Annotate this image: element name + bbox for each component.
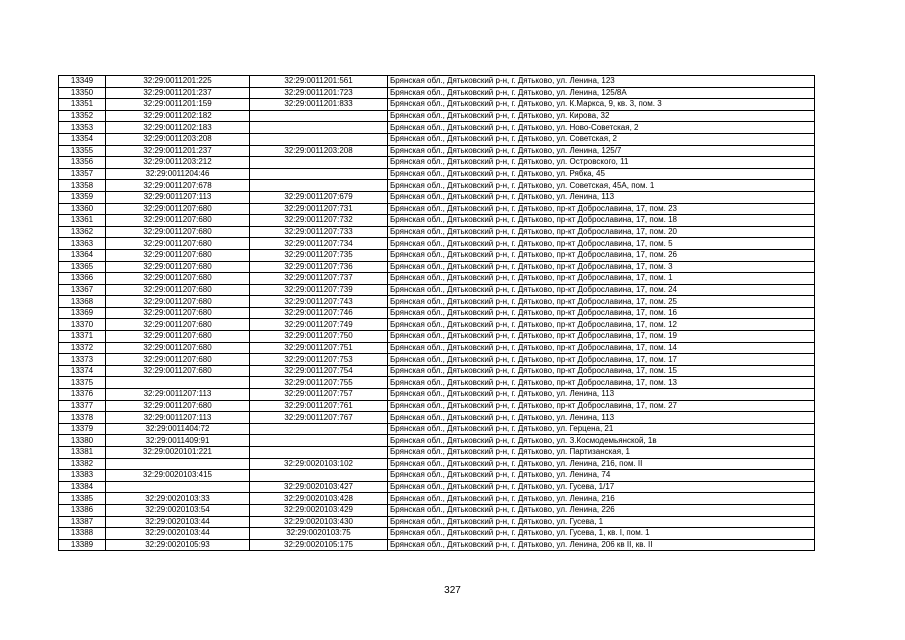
row-number-cell: 13368 (59, 296, 106, 308)
object-number-cell: 32:29:0011207:757 (250, 389, 388, 401)
row-number-cell: 13358 (59, 180, 106, 192)
parcel-number-cell: 32:29:0020103:415 (106, 470, 250, 482)
object-number-cell: 32:29:0011207:751 (250, 342, 388, 354)
address-cell: Брянская обл., Дятьковский р-н, г. Дятьково, ул. Ленина, 74 (388, 470, 815, 482)
table-row (59, 133, 815, 145)
address-cell: Брянская обл., Дятьковский р-н, г. Дятьково, пр-кт Доброславина, 17, пом. 1 (388, 273, 815, 285)
table-row (59, 99, 815, 111)
address-cell: Брянская обл., Дятьковский р-н, г. Дятьково, пр-кт Доброславина, 17, пом. 25 (388, 296, 815, 308)
parcel-number-cell: 32:29:0020101:221 (106, 447, 250, 459)
object-number-cell: 32:29:0020103:429 (250, 504, 388, 516)
row-number-cell: 13369 (59, 307, 106, 319)
parcel-number-cell: 32:29:0011201:237 (106, 145, 250, 157)
address-cell: Брянская обл., Дятьковский р-н, г. Дятьково, ул. Гусева, 1, кв. I, пом. 1 (388, 528, 815, 540)
address-cell: Брянская обл., Дятьковский р-н, г. Дятьково, ул. Ленина, 125/8А (388, 87, 815, 99)
row-number-cell: 13357 (59, 168, 106, 180)
row-number-cell: 13370 (59, 319, 106, 331)
object-number-cell (250, 122, 388, 134)
table-row (59, 365, 815, 377)
parcel-number-cell: 32:29:0011207:680 (106, 261, 250, 273)
object-number-cell: 32:29:0020103:430 (250, 516, 388, 528)
object-number-cell (250, 157, 388, 169)
address-cell: Брянская обл., Дятьковский р-н, г. Дятьково, пр-кт Доброславина, 17, пом. 3 (388, 261, 815, 273)
row-number-cell: 13379 (59, 423, 106, 435)
row-number-cell: 13361 (59, 215, 106, 227)
object-number-cell (250, 168, 388, 180)
row-number-cell: 13386 (59, 504, 106, 516)
row-number-cell: 13354 (59, 133, 106, 145)
row-number-cell: 13388 (59, 528, 106, 540)
object-number-cell: 32:29:0011207:753 (250, 354, 388, 366)
address-cell: Брянская обл., Дятьковский р-н, г. Дятьково, пр-кт Доброславина, 17, пом. 19 (388, 331, 815, 343)
parcel-number-cell: 32:29:0011201:159 (106, 99, 250, 111)
parcel-number-cell: 32:29:0011207:680 (106, 226, 250, 238)
row-number-cell: 13387 (59, 516, 106, 528)
object-number-cell: 32:29:0011207:755 (250, 377, 388, 389)
registry-table-body (59, 76, 815, 551)
table-row (59, 342, 815, 354)
registry-table (58, 75, 815, 551)
parcel-number-cell: 32:29:0011207:680 (106, 331, 250, 343)
row-number-cell: 13382 (59, 458, 106, 470)
row-number-cell: 13375 (59, 377, 106, 389)
table-row (59, 458, 815, 470)
parcel-number-cell: 32:29:0011207:680 (106, 307, 250, 319)
row-number-cell: 13376 (59, 389, 106, 401)
table-row (59, 203, 815, 215)
row-number-cell: 13385 (59, 493, 106, 505)
parcel-number-cell: 32:29:0011409:91 (106, 435, 250, 447)
parcel-number-cell: 32:29:0011207:680 (106, 284, 250, 296)
parcel-number-cell (106, 481, 250, 493)
object-number-cell (250, 470, 388, 482)
table-row (59, 470, 815, 482)
object-number-cell (250, 423, 388, 435)
address-cell: Брянская обл., Дятьковский р-н, г. Дятьково, пр-кт Доброславина, 17, пом. 26 (388, 249, 815, 261)
object-number-cell (250, 133, 388, 145)
object-number-cell: 32:29:0011201:833 (250, 99, 388, 111)
parcel-number-cell: 32:29:0011207:680 (106, 354, 250, 366)
object-number-cell: 32:29:0011207:739 (250, 284, 388, 296)
table-row (59, 249, 815, 261)
object-number-cell (250, 435, 388, 447)
address-cell: Брянская обл., Дятьковский р-н, г. Дятьково, ул. Партизанская, 1 (388, 447, 815, 459)
table-row (59, 76, 815, 88)
table-row (59, 435, 815, 447)
row-number-cell: 13356 (59, 157, 106, 169)
address-cell: Брянская обл., Дятьковский р-н, г. Дятьково, ул. Ленина, 113 (388, 191, 815, 203)
object-number-cell: 32:29:0011207:767 (250, 412, 388, 424)
table-row (59, 273, 815, 285)
parcel-number-cell: 32:29:0011202:182 (106, 110, 250, 122)
table-row (59, 400, 815, 412)
row-number-cell: 13364 (59, 249, 106, 261)
row-number-cell: 13359 (59, 191, 106, 203)
row-number-cell: 13349 (59, 76, 106, 88)
parcel-number-cell: 32:29:0011203:208 (106, 133, 250, 145)
object-number-cell: 32:29:0020103:427 (250, 481, 388, 493)
address-cell: Брянская обл., Дятьковский р-н, г. Дятьково, ул. З.Космодемьянской, 1в (388, 435, 815, 447)
object-number-cell (250, 447, 388, 459)
object-number-cell: 32:29:0020105:175 (250, 539, 388, 551)
parcel-number-cell (106, 458, 250, 470)
row-number-cell: 13366 (59, 273, 106, 285)
row-number-cell: 13374 (59, 365, 106, 377)
object-number-cell: 32:29:0011207:733 (250, 226, 388, 238)
table-row (59, 539, 815, 551)
row-number-cell: 13381 (59, 447, 106, 459)
table-row (59, 261, 815, 273)
object-number-cell: 32:29:0020103:428 (250, 493, 388, 505)
row-number-cell: 13372 (59, 342, 106, 354)
address-cell: Брянская обл., Дятьковский р-н, г. Дятьково, пр-кт Доброславина, 17, пом. 14 (388, 342, 815, 354)
row-number-cell: 13377 (59, 400, 106, 412)
object-number-cell (250, 110, 388, 122)
object-number-cell: 32:29:0011207:737 (250, 273, 388, 285)
address-cell: Брянская обл., Дятьковский р-н, г. Дятьково, ул. Гусева, 1/17 (388, 481, 815, 493)
object-number-cell: 32:29:0011207:743 (250, 296, 388, 308)
object-number-cell: 32:29:0020103:102 (250, 458, 388, 470)
address-cell: Брянская обл., Дятьковский р-н, г. Дятьково, ул. Ленина, 125/7 (388, 145, 815, 157)
parcel-number-cell: 32:29:0011202:183 (106, 122, 250, 134)
address-cell: Брянская обл., Дятьковский р-н, г. Дятьково, ул. Ленина, 113 (388, 389, 815, 401)
object-number-cell: 32:29:0011201:723 (250, 87, 388, 99)
parcel-number-cell: 32:29:0011201:237 (106, 87, 250, 99)
parcel-number-cell: 32:29:0011207:680 (106, 238, 250, 250)
parcel-number-cell: 32:29:0011207:113 (106, 389, 250, 401)
row-number-cell: 13371 (59, 331, 106, 343)
parcel-number-cell: 32:29:0011207:678 (106, 180, 250, 192)
address-cell: Брянская обл., Дятьковский р-н, г. Дятьково, пр-кт Доброславина, 17, пом. 20 (388, 226, 815, 238)
address-cell: Брянская обл., Дятьковский р-н, г. Дятьково, ул. Герцена, 21 (388, 423, 815, 435)
row-number-cell: 13350 (59, 87, 106, 99)
object-number-cell: 32:29:0011207:750 (250, 331, 388, 343)
parcel-number-cell: 32:29:0011203:212 (106, 157, 250, 169)
object-number-cell: 32:29:0011203:208 (250, 145, 388, 157)
object-number-cell: 32:29:0011207:749 (250, 319, 388, 331)
table-row (59, 331, 815, 343)
address-cell: Брянская обл., Дятьковский р-н, г. Дятьково, пр-кт Доброславина, 17, пом. 12 (388, 319, 815, 331)
parcel-number-cell: 32:29:0020103:54 (106, 504, 250, 516)
object-number-cell: 32:29:0011207:679 (250, 191, 388, 203)
parcel-number-cell: 32:29:0011404:72 (106, 423, 250, 435)
address-cell: Брянская обл., Дятьковский р-н, г. Дятьково, пр-кт Доброславина, 17, пом. 17 (388, 354, 815, 366)
table-row (59, 226, 815, 238)
table-row (59, 145, 815, 157)
row-number-cell: 13378 (59, 412, 106, 424)
parcel-number-cell: 32:29:0011207:680 (106, 273, 250, 285)
row-number-cell: 13367 (59, 284, 106, 296)
table-row (59, 412, 815, 424)
parcel-number-cell: 32:29:0011207:113 (106, 412, 250, 424)
row-number-cell: 13353 (59, 122, 106, 134)
address-cell: Брянская обл., Дятьковский р-н, г. Дятьково, пр-кт Доброславина, 17, пом. 18 (388, 215, 815, 227)
table-row (59, 215, 815, 227)
table-row (59, 447, 815, 459)
address-cell: Брянская обл., Дятьковский р-н, г. Дятьково, ул. Островского, 11 (388, 157, 815, 169)
table-row (59, 307, 815, 319)
address-cell: Брянская обл., Дятьковский р-н, г. Дятьково, ул. Советская, 2 (388, 133, 815, 145)
parcel-number-cell: 32:29:0020103:44 (106, 528, 250, 540)
parcel-number-cell: 32:29:0011201:225 (106, 76, 250, 88)
address-cell: Брянская обл., Дятьковский р-н, г. Дятьково, ул. Ново-Советская, 2 (388, 122, 815, 134)
row-number-cell: 13384 (59, 481, 106, 493)
table-row (59, 377, 815, 389)
table-row (59, 180, 815, 192)
object-number-cell (250, 180, 388, 192)
object-number-cell: 32:29:0011207:732 (250, 215, 388, 227)
address-cell: Брянская обл., Дятьковский р-н, г. Дятьково, ул. Ленина, 123 (388, 76, 815, 88)
object-number-cell: 32:29:0011207:746 (250, 307, 388, 319)
table-row (59, 296, 815, 308)
table-row (59, 284, 815, 296)
address-cell: Брянская обл., Дятьковский р-н, г. Дятьково, пр-кт Доброславина, 17, пом. 23 (388, 203, 815, 215)
address-cell: Брянская обл., Дятьковский р-н, г. Дятьково, ул. Кирова, 32 (388, 110, 815, 122)
parcel-number-cell: 32:29:0020103:33 (106, 493, 250, 505)
row-number-cell: 13389 (59, 539, 106, 551)
parcel-number-cell: 32:29:0011207:680 (106, 319, 250, 331)
address-cell: Брянская обл., Дятьковский р-н, г. Дятьково, пр-кт Доброславина, 17, пом. 24 (388, 284, 815, 296)
row-number-cell: 13365 (59, 261, 106, 273)
row-number-cell: 13360 (59, 203, 106, 215)
table-row (59, 354, 815, 366)
row-number-cell: 13373 (59, 354, 106, 366)
object-number-cell: 32:29:0011207:734 (250, 238, 388, 250)
parcel-number-cell: 32:29:0011207:680 (106, 203, 250, 215)
address-cell: Брянская обл., Дятьковский р-н, г. Дятьково, пр-кт Доброславина, 17, пом. 5 (388, 238, 815, 250)
address-cell: Брянская обл., Дятьковский р-н, г. Дятьково, ул. Советская, 45А, пом. 1 (388, 180, 815, 192)
parcel-number-cell: 32:29:0011207:113 (106, 191, 250, 203)
parcel-number-cell: 32:29:0011207:680 (106, 365, 250, 377)
address-cell: Брянская обл., Дятьковский р-н, г. Дятьково, ул. Ленина, 206 кв II, кв. II (388, 539, 815, 551)
object-number-cell: 32:29:0011207:735 (250, 249, 388, 261)
address-cell: Брянская обл., Дятьковский р-н, г. Дятьково, ул. Ленина, 113 (388, 412, 815, 424)
address-cell: Брянская обл., Дятьковский р-н, г. Дятьково, ул. Гусева, 1 (388, 516, 815, 528)
table-row (59, 87, 815, 99)
parcel-number-cell: 32:29:0011207:680 (106, 215, 250, 227)
table-row (59, 493, 815, 505)
parcel-number-cell: 32:29:0011207:680 (106, 342, 250, 354)
object-number-cell: 32:29:0011201:561 (250, 76, 388, 88)
table-row (59, 157, 815, 169)
table-row (59, 319, 815, 331)
table-row (59, 516, 815, 528)
parcel-number-cell: 32:29:0020105:93 (106, 539, 250, 551)
table-row (59, 423, 815, 435)
page-number: 327 (444, 585, 461, 596)
row-number-cell: 13355 (59, 145, 106, 157)
object-number-cell: 32:29:0011207:731 (250, 203, 388, 215)
table-row (59, 238, 815, 250)
address-cell: Брянская обл., Дятьковский р-н, г. Дятьково, пр-кт Доброславина, 17, пом. 16 (388, 307, 815, 319)
table-row (59, 122, 815, 134)
table-row (59, 191, 815, 203)
parcel-number-cell: 32:29:0020103:44 (106, 516, 250, 528)
table-row (59, 504, 815, 516)
object-number-cell: 32:29:0011207:761 (250, 400, 388, 412)
object-number-cell: 32:29:0011207:754 (250, 365, 388, 377)
address-cell: Брянская обл., Дятьковский р-н, г. Дятьково, ул. Ленина, 226 (388, 504, 815, 516)
table-row (59, 168, 815, 180)
address-cell: Брянская обл., Дятьковский р-н, г. Дятьково, пр-кт Доброславина, 17, пом. 27 (388, 400, 815, 412)
row-number-cell: 13352 (59, 110, 106, 122)
row-number-cell: 13383 (59, 470, 106, 482)
address-cell: Брянская обл., Дятьковский р-н, г. Дятьково, пр-кт Доброславина, 17, пом. 15 (388, 365, 815, 377)
row-number-cell: 13351 (59, 99, 106, 111)
parcel-number-cell: 32:29:0011207:680 (106, 296, 250, 308)
row-number-cell: 13363 (59, 238, 106, 250)
parcel-number-cell: 32:29:0011207:680 (106, 400, 250, 412)
parcel-number-cell: 32:29:0011204:46 (106, 168, 250, 180)
parcel-number-cell: 32:29:0011207:680 (106, 249, 250, 261)
address-cell: Брянская обл., Дятьковский р-н, г. Дятьково, ул. Ленина, 216 (388, 493, 815, 505)
address-cell: Брянская обл., Дятьковский р-н, г. Дятьково, ул. Ленина, 216, пом. II (388, 458, 815, 470)
address-cell: Брянская обл., Дятьковский р-н, г. Дятьково, ул. Рябка, 45 (388, 168, 815, 180)
object-number-cell: 32:29:0020103:75 (250, 528, 388, 540)
row-number-cell: 13362 (59, 226, 106, 238)
address-cell: Брянская обл., Дятьковский р-н, г. Дятьково, ул. К.Маркса, 9, кв. 3, пом. 3 (388, 99, 815, 111)
table-row (59, 528, 815, 540)
table-row (59, 481, 815, 493)
parcel-number-cell (106, 377, 250, 389)
address-cell: Брянская обл., Дятьковский р-н, г. Дятьково, пр-кт Доброславина, 17, пом. 13 (388, 377, 815, 389)
object-number-cell: 32:29:0011207:736 (250, 261, 388, 273)
table-row (59, 110, 815, 122)
table-row (59, 389, 815, 401)
row-number-cell: 13380 (59, 435, 106, 447)
